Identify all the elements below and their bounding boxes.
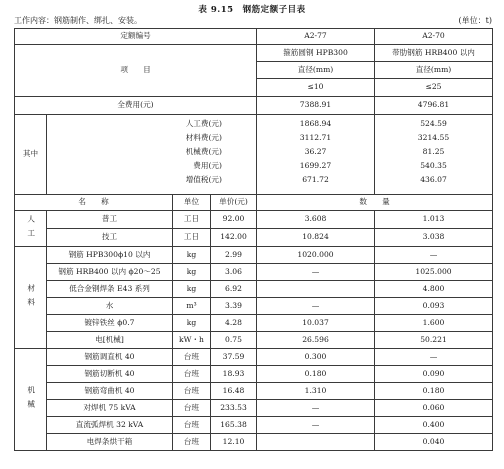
table-row — [15, 417, 493, 434]
row-qty-b: 0.040 — [375, 434, 493, 451]
total-a: 7388.91 — [257, 97, 375, 115]
code-a: A2-77 — [257, 29, 375, 45]
breakdown-value: 3112.71 — [299, 132, 332, 142]
table-row — [15, 298, 493, 315]
row-price: 12.10 — [211, 434, 257, 451]
row-qty-a: 26.596 — [257, 332, 375, 349]
table-row — [15, 264, 493, 281]
breakdown-labels — [47, 115, 257, 195]
breakdown-value: 540.35 — [420, 160, 447, 170]
row-unit: 工日 — [173, 211, 211, 229]
table-row — [15, 281, 493, 298]
name-a: 箍筋圆钢 HPB300 — [257, 45, 375, 62]
row-qty-b: 1.600 — [375, 315, 493, 332]
column-header-row — [15, 195, 493, 211]
table-row — [15, 383, 493, 400]
row-price: 2.99 — [211, 247, 257, 264]
row-qty-b: 4.800 — [375, 281, 493, 298]
row-qty-a: 1020.000 — [257, 247, 375, 264]
total-b: 4796.81 — [375, 97, 493, 115]
item-label: 项 目 — [15, 45, 257, 97]
name-b: 带肋钢筋 HRB400 以内 — [375, 45, 493, 62]
row-price: 233.53 — [211, 400, 257, 417]
row-qty-a: 0.300 — [257, 349, 375, 366]
row-price: 4.28 — [211, 315, 257, 332]
spec-a: ≤10 — [257, 79, 375, 97]
row-unit: kg — [173, 247, 211, 264]
breakdown-value: 436.07 — [420, 174, 447, 184]
group-label-text: 机械 — [26, 385, 36, 414]
unit-note: (单位：t) — [458, 16, 492, 25]
row-name: 普工 — [47, 211, 173, 229]
breakdown-label: 材料费(元) — [185, 132, 222, 142]
row-qty-a — [257, 281, 375, 298]
group-label-machinery — [15, 349, 47, 451]
row-unit: kg — [173, 315, 211, 332]
breakdown-group-label: 其中 — [15, 115, 47, 195]
row-name: 直流弧焊机 32 kVA — [47, 417, 173, 434]
row-qty-b: 0.060 — [375, 400, 493, 417]
row-name: 钢筋 HRB400 以内 ϕ20～25 — [47, 264, 173, 281]
table-title: 表 9.15 钢筋定额子目表 — [198, 5, 306, 15]
row-qty-b: — — [375, 349, 493, 366]
row-price: 0.75 — [211, 332, 257, 349]
row-unit: kW・h — [173, 332, 211, 349]
row-name: 钢筋调直机 40 — [47, 349, 173, 366]
code-b: A2-70 — [375, 29, 493, 45]
row-qty-b: 1025.000 — [375, 264, 493, 281]
group-label-text: 人工 — [26, 214, 36, 243]
table-row — [15, 349, 493, 366]
row-unit: 台班 — [173, 400, 211, 417]
row-qty-b: 3.038 — [375, 229, 493, 247]
work-content: 工作内容：钢筋制作、绑扎、安装。 — [14, 16, 142, 25]
row-unit: 台班 — [173, 349, 211, 366]
row-price: 18.93 — [211, 366, 257, 383]
row-qty-a: — — [257, 298, 375, 315]
table-row — [15, 366, 493, 383]
table-row — [15, 211, 493, 229]
dia-label-b: 直径(mm) — [375, 62, 493, 79]
row-name: 钢筋切断机 40 — [47, 366, 173, 383]
row-qty-a: — — [257, 264, 375, 281]
breakdown-value: 1868.94 — [299, 118, 332, 128]
table-subheader — [14, 15, 492, 26]
row-name: 钢筋弯曲机 40 — [47, 383, 173, 400]
breakdown-label: 人工费(元) — [185, 118, 222, 128]
row-qty-a: — — [257, 417, 375, 434]
row-qty-b: 1.013 — [375, 211, 493, 229]
quota-table — [14, 28, 493, 451]
row-qty-a: 0.180 — [257, 366, 375, 383]
row-price: 3.39 — [211, 298, 257, 315]
row-unit: kg — [173, 264, 211, 281]
col-price-header: 单价(元) — [211, 195, 257, 211]
breakdown-value: 3214.55 — [417, 132, 450, 142]
quota-code-row — [15, 29, 493, 45]
row-name: 技工 — [47, 229, 173, 247]
row-qty-a: 10.037 — [257, 315, 375, 332]
breakdown-value: 36.27 — [304, 146, 327, 156]
row-qty-b: 0.090 — [375, 366, 493, 383]
row-name: 对焊机 75 kVA — [47, 400, 173, 417]
row-unit: 台班 — [173, 417, 211, 434]
group-label-text: 材料 — [26, 283, 36, 312]
quota-no-label: 定额编号 — [15, 29, 257, 45]
row-unit: 台班 — [173, 366, 211, 383]
table-row — [15, 315, 493, 332]
breakdown-value: 524.59 — [420, 118, 447, 128]
table-row — [15, 229, 493, 247]
row-name: 低合金钢焊条 E43 系列 — [47, 281, 173, 298]
row-qty-b: 50.221 — [375, 332, 493, 349]
row-unit: 台班 — [173, 383, 211, 400]
group-label-material — [15, 247, 47, 349]
col-qty-header: 数 量 — [257, 195, 493, 211]
row-name: 电焊条烘干箱 — [47, 434, 173, 451]
row-name: 镀锌铁丝 ϕ0.7 — [47, 315, 173, 332]
row-qty-a: — — [257, 400, 375, 417]
row-price: 37.59 — [211, 349, 257, 366]
row-qty-a — [257, 434, 375, 451]
row-qty-b: — — [375, 247, 493, 264]
total-label: 全费用(元) — [15, 97, 257, 115]
row-price: 92.00 — [211, 211, 257, 229]
row-price: 165.38 — [211, 417, 257, 434]
col-unit-header: 单位 — [173, 195, 211, 211]
row-qty-a: 10.824 — [257, 229, 375, 247]
breakdown-value: 81.25 — [422, 146, 445, 156]
breakdown-label: 增值税(元) — [185, 174, 222, 184]
breakdown-row — [15, 115, 493, 195]
row-qty-a: 1.310 — [257, 383, 375, 400]
table-row — [15, 332, 493, 349]
row-qty-b: 0.093 — [375, 298, 493, 315]
breakdown-value: 671.72 — [302, 174, 329, 184]
spec-b: ≤25 — [375, 79, 493, 97]
dia-label-a: 直径(mm) — [257, 62, 375, 79]
row-unit: kg — [173, 281, 211, 298]
row-unit: 台班 — [173, 434, 211, 451]
row-qty-b: 0.400 — [375, 417, 493, 434]
breakdown-label: 费用(元) — [193, 160, 222, 170]
row-price: 6.92 — [211, 281, 257, 298]
row-qty-b: 0.180 — [375, 383, 493, 400]
breakdown-values-a — [257, 115, 375, 195]
row-unit: m³ — [173, 298, 211, 315]
item-name-row — [15, 45, 493, 62]
group-label-labor — [15, 211, 47, 247]
row-name: 水 — [47, 298, 173, 315]
breakdown-value: 1699.27 — [299, 160, 332, 170]
row-qty-a: 3.608 — [257, 211, 375, 229]
total-row — [15, 97, 493, 115]
table-row — [15, 247, 493, 264]
row-price: 142.00 — [211, 229, 257, 247]
table-row — [15, 434, 493, 451]
table-row — [15, 400, 493, 417]
col-name-header: 名 称 — [15, 195, 173, 211]
row-name: 钢筋 HPB300ϕ10 以内 — [47, 247, 173, 264]
breakdown-label: 机械费(元) — [185, 146, 222, 156]
row-price: 3.06 — [211, 264, 257, 281]
row-price: 16.48 — [211, 383, 257, 400]
row-unit: 工日 — [173, 229, 211, 247]
breakdown-values-b — [375, 115, 493, 195]
row-name: 电[机械] — [47, 332, 173, 349]
